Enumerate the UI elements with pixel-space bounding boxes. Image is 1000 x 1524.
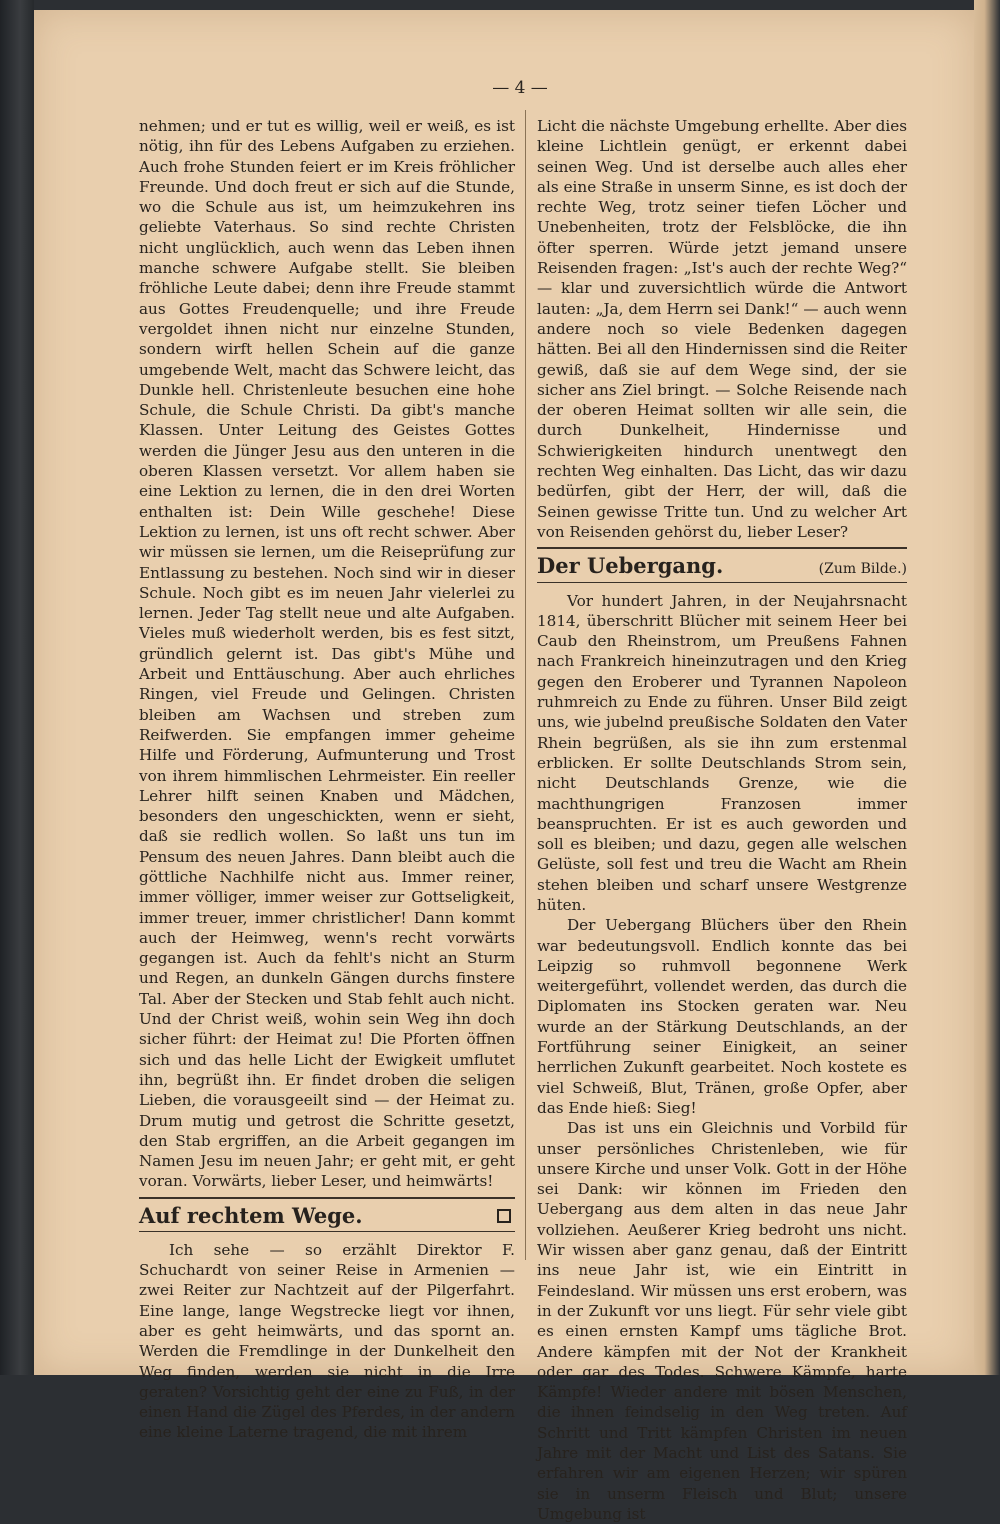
body-paragraph: Der Uebergang Blüchers über den Rhein war bedeutungsvoll. Endlich konnte das bei Leipzig so ruhmvoll begonnene Werk weitergeführt, vollendet werden, das durch die Diplomaten ins Stocken geraten war. Neu wurde an der Stärkung Deutschlands, an der Fortführung seiner Einigkeit, an seiner herrlichen Zukunft gearbeitet. Noch kostete es viel Schweiß, Blut, Tränen, große Opfer, aber das Ende hieß: Sieg! (537, 916, 907, 1117)
page-number: — 4 — (492, 78, 548, 98)
column-divider (525, 110, 526, 1260)
section-note: (Zum Bilde.) (818, 561, 907, 578)
book-cover-edge (0, 0, 34, 1375)
body-paragraph: Ich sehe — so erzählt Direktor F. Schuchardt von seiner Reise in Armenien — zwei Reiter zur Nachtzeit auf der Pilgerfahrt. Eine lange, lange Wegstrecke liegt vor ihnen, aber es geht heimwärts, und das spornt an. Werden die Fremdlinge in der Dunkelheit den Weg finden, werden sie nicht in die Irre geraten? Vorsichtig geht der eine zu Fuß, in der einen Hand die Zügel des Pferdes, in der andern eine kleine Laterne tragend, die mit ihrem (139, 1240, 515, 1442)
next-page-edge (974, 0, 1000, 1375)
section-title: Auf rechtem Wege. (139, 1202, 363, 1228)
section-heading (537, 547, 907, 582)
body-paragraph: nehmen; und er tut es willig, weil er weiß, es ist nötig, ihn für des Lebens Aufgaben zu erziehen. Auch frohe Stunden feiert er im Kreis fröhlicher Freunde. Und doch freut er sich auf die Stunde, wo die Schule aus ist, um heimzukehren ins geliebte Vaterhaus. So sind rechte Christen nicht unglücklich, auch wenn das Leben ihnen manche schwere Aufgabe stellt. Sie bleiben fröhliche Leute dabei; denn ihre Freude stammt aus Gottes Freudenquelle; und ihre Freude vergoldet ihnen nicht nur einzelne Stunden, sondern wirft hellen Schein auf die ganze umgebende Welt, macht das Schwere leicht, das Dunkle hell. Christenleute besuchen eine hohe Schule, die Schule Christi. Da gibt's manche Klassen. Unter Leitung des Geistes Gottes werden die Jünger Jesu aus den unteren in die oberen Klassen versetzt. Vor allem haben sie eine Lektion zu lernen, die in den drei Worten enthalten ist: Dein Wille geschehe! Diese Lektion zu lernen, ist uns oft recht schwer. Aber wir müssen sie lernen, um die Reiseprüfung zur Entlassung zu bestehen. Noch sind wir in dieser Schule. Noch gibt es im neuen Jahr vielerlei zu lernen. Jeder Tag stellt neue und alte Aufgaben. Vieles muß wiederholt werden, bis es fest sitzt, gründlich gelernt ist. Das gibt's Mühe und Arbeit und Enttäuschung. Aber auch ehrliches Ringen, viel Freude und Gelingen. Christen bleiben am Wachsen und streben zum Reifwerden. Sie empfangen immer geheime Hilfe und Förderung, Aufmunterung und Trost von ihrem himmlischen Lehrmeister. Ein reeller Lehrer hilft seinen Knaben und Mädchen, besonders den ungeschickten, wenn er sieht, daß sie redlich wollen. So laßt uns tun im Pensum des neuen Jahres. Dann bleibt auch die göttliche Nachhilfe nicht aus. Immer reiner, immer völliger, immer weiser zur Gottseligkeit, immer treuer, immer christlicher! Dann kommt auch der Heimweg, wenn's recht vorwärts gegangen ist. Auch da fehlt's nicht an Sturm und Regen, an dunkeln Gängen durchs finstere Tal. Aber der Stecken und Stab fehlt auch nicht. Und der Christ weiß, wohin sein Weg ihn doch sicher führt: der Heimat zu! Die Pforten öffnen sich und das helle Licht der Ewigkeit umflutet ihn, begrüßt ihn. Er findet droben die seligen Lieben, die vorausgeeilt sind — der Heimat zu. Drum mutig und getrost die Schritte gesetzt, den Stab ergriffen, an die Arbeit gegangen im Namen Jesu im neuen Jahr; er geht mit, er geht voran. Vorwärts, lieber Leser, und heimwärts! (139, 117, 515, 1191)
section-title: Der Uebergang. (537, 553, 724, 579)
body-paragraph: Vor hundert Jahren, in der Neujahrsnacht 1814, überschritt Blücher mit seinem Heer bei Caub den Rheinstrom, um Preußens Fahnen nach Frankreich hineinzutragen und den Krieg gegen den Eroberer und Tyrannen Napoleon ruhmreich zu Ende zu führen. Unser Bild zeigt uns, wie jubelnd preußische Soldaten den Vater Rhein begrüßen, als sie ihn zum erstenmal erblicken. Er sollte Deutschlands Strom sein, nicht Deutschlands Grenze, wie die machthungrigen Franzosen immer beanspruchten. Er ist es auch geworden und soll es bleiben; und dazu, gegen alle welschen Gelüste, soll fest und treu die Wacht am Rhein stehen bleiben und scharf unsere Westgrenze hüten. (537, 591, 907, 914)
right-column (537, 116, 907, 1524)
section-heading (139, 1197, 515, 1232)
body-paragraph: Das ist uns ein Gleichnis und Vorbild für unser persönliches Christenleben, wie für unsere Kirche und unser Volk. Gott in der Höhe sei Dank: wir können im Frieden den Uebergang aus dem alten in das neue Jahr vollziehen. Aeußerer Krieg bedroht uns nicht. Wir wissen aber ganz genau, daß der Eintritt ins neue Jahr ist, wie ein Eintritt in Feindesland. Wir müssen uns erst erobern, was in der Zukunft vor uns liegt. Für sehr viele gibt es einen ernsten Kampf ums tägliche Brot. Andere kämpfen mit der Not der Krankheit oder gar des Todes. Schwere Kämpfe, harte Kämpfe! Wieder andere mit bösen Menschen, die ihnen feindselig in den Weg treten. Auf Schritt und Tritt kämpfen Christen im neuen Jahre mit der Macht und List des Satans. Sie erfahren wir am eigenen Herzen; wir spüren sie in unserm Fleisch und Blut; unsere Umgebung ist (537, 1119, 907, 1523)
body-paragraph: Licht die nächste Umgebung erhellte. Aber dies kleine Lichtlein genügt, er erkennt dabei seinen Weg. Und ist derselbe auch alles eher als eine Straße in unserm Sinne, es ist doch der rechte Weg, trotz seiner tiefen Löcher und Unebenheiten, trotz der Felsblöcke, die ihn öfter sperren. Würde jetzt jemand unsere Reisenden fragen: „Ist's auch der rechte Weg?“ — klar und zuversichtlich würde die Antwort lauten: „Ja, dem Herrn sei Dank!“ — auch wenn andere noch so viele Bedenken dagegen hätten. Bei all den Hindernissen sind die Reiter gewiß, daß sie auf dem Wege sind, der sie sicher ans Ziel bringt. — Solche Reisende nach der oberen Heimat sollten wir alle sein, die durch Dunkelheit, Hindernisse und Schwierigkeiten hindurch unentwegt den rechten Weg einhalten. Das Licht, das wir dazu bedürfen, gibt der Herr, der will, daß die Seinen gewisse Tritte tun. Und zu welcher Art von Reisenden gehörst du, lieber Leser? (537, 117, 907, 541)
ornament-box-icon (497, 1209, 511, 1223)
left-column (139, 116, 515, 1443)
